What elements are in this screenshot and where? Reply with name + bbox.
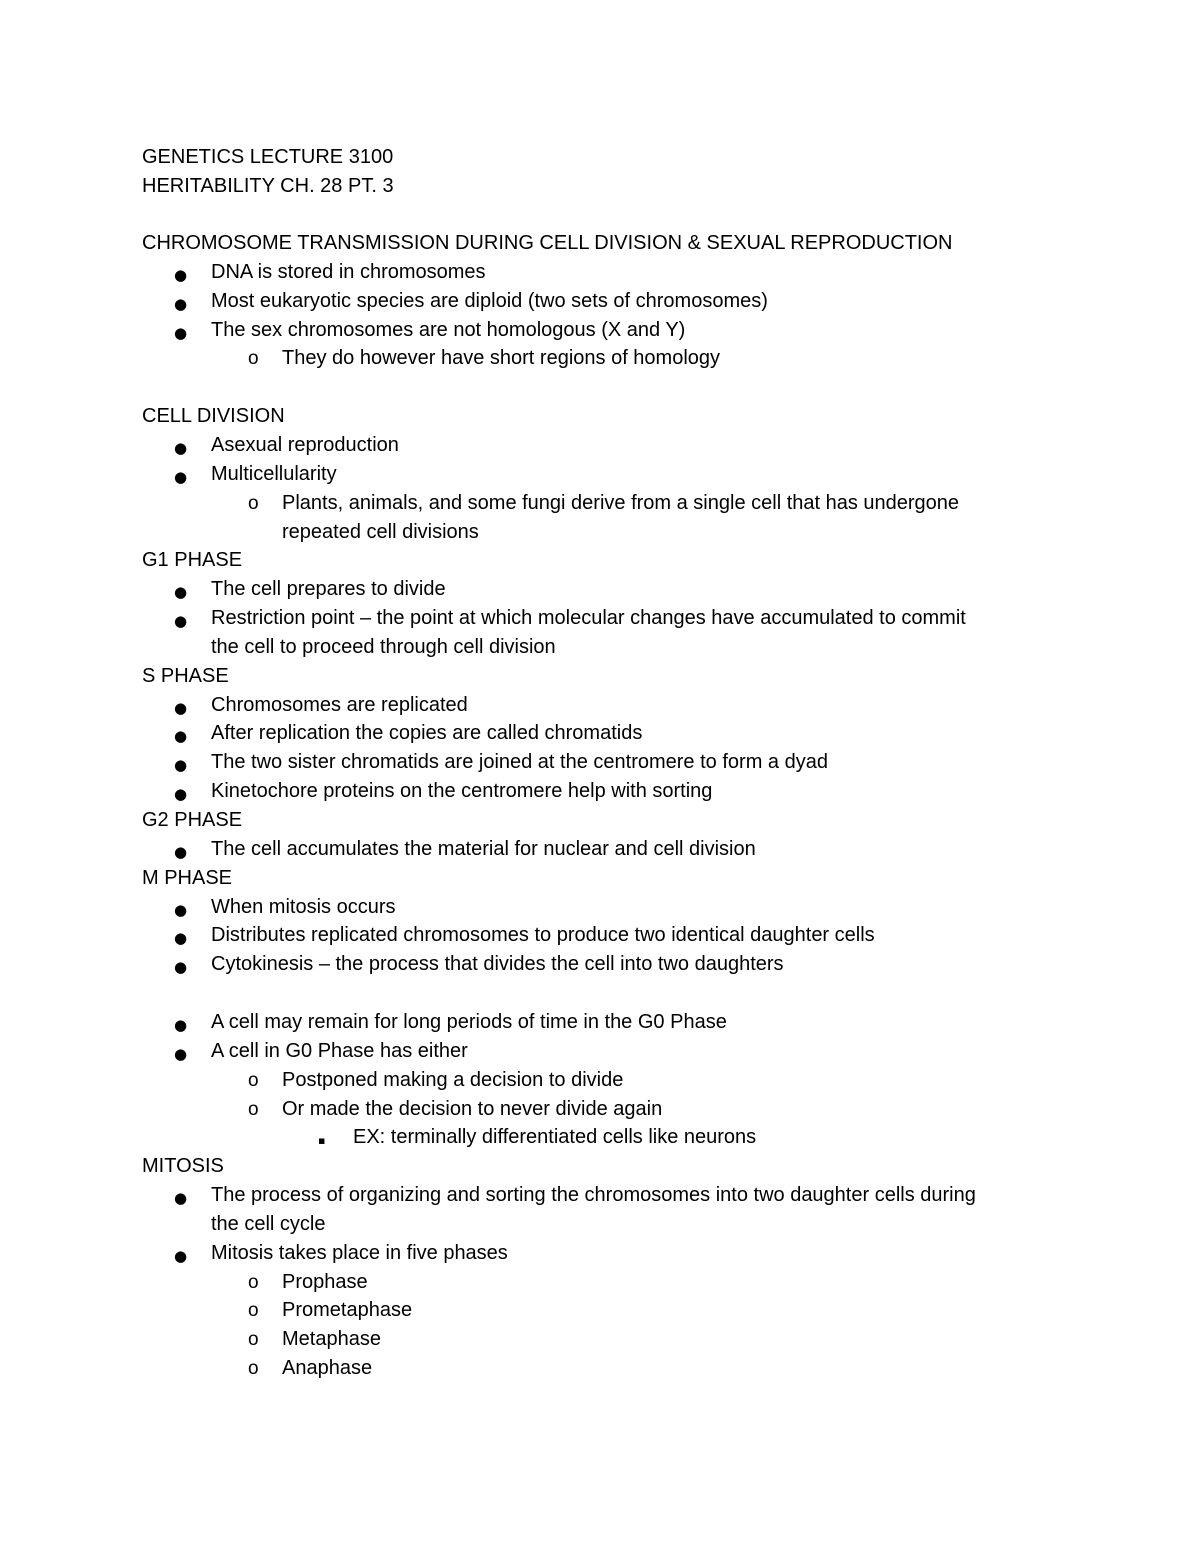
disc-bullet-marker: ● (174, 295, 188, 313)
list-item-text: Metaphase (282, 1328, 381, 1350)
circle-bullet-marker: o (248, 348, 259, 369)
list-item-text: The process of organizing and sorting the chromosomes into two daughter cells during (211, 1184, 976, 1206)
disc-bullet-marker: ● (174, 468, 188, 486)
list-item-text: The cell accumulates the material for nuclear and cell division (211, 838, 756, 860)
section-heading: CELL DIVISION (142, 405, 285, 427)
disc-bullet-marker: ● (174, 1045, 188, 1063)
disc-bullet-marker: ● (174, 1189, 188, 1207)
list-item-text: The sex chromosomes are not homologous (X and Y) (211, 319, 686, 341)
list-item-text: A cell may remain for long periods of time in the G0 Phase (211, 1011, 727, 1033)
list-item-text: Plants, animals, and some fungi derive from a single cell that has undergone (282, 492, 960, 514)
disc-bullet-marker: ● (174, 699, 188, 717)
section-heading: CHROMOSOME TRANSMISSION DURING CELL DIVISION & SEXUAL REPRODUCTION (142, 232, 953, 254)
circle-bullet-marker: o (248, 1358, 259, 1379)
section-heading: MITOSIS (142, 1155, 224, 1177)
disc-bullet-marker: ● (174, 612, 188, 630)
list-item-text: A cell in G0 Phase has either (211, 1040, 468, 1062)
square-bullet-marker: ▪ (318, 1134, 326, 1147)
list-item-text: The two sister chromatids are joined at the centromere to form a dyad (211, 751, 828, 773)
disc-bullet-marker: ● (174, 785, 188, 803)
list-item-text: Postponed making a decision to divide (282, 1069, 624, 1091)
disc-bullet-marker: ● (174, 901, 188, 919)
circle-bullet-marker: o (248, 1099, 259, 1120)
disc-bullet-marker: ● (174, 958, 188, 976)
list-item-text: Chromosomes are replicated (211, 694, 468, 716)
circle-bullet-marker: o (248, 1329, 259, 1350)
section-heading: G1 PHASE (142, 549, 243, 571)
disc-bullet-marker: ● (174, 929, 188, 947)
list-item-text: EX: terminally differentiated cells like neurons (353, 1126, 757, 1148)
section-heading: M PHASE (142, 867, 233, 889)
disc-bullet-marker: ● (174, 439, 188, 457)
list-item-text: repeated cell divisions (282, 521, 479, 543)
section-heading: G2 PHASE (142, 809, 243, 831)
list-item-text: Most eukaryotic species are diploid (two sets of chromosomes) (211, 290, 768, 312)
list-item-text: They do however have short regions of homology (282, 347, 721, 369)
section-heading: S PHASE (142, 665, 229, 687)
circle-bullet-marker: o (248, 1300, 259, 1321)
disc-bullet-marker: ● (174, 843, 188, 861)
list-item-text: Cytokinesis – the process that divides the cell into two daughters (211, 953, 784, 975)
list-item-text: the cell to proceed through cell division (211, 636, 556, 658)
disc-bullet-marker: ● (174, 1016, 188, 1034)
circle-bullet-marker: o (248, 1272, 259, 1293)
disc-bullet-marker: ● (174, 727, 188, 745)
document-subtitle: HERITABILITY CH. 28 PT. 3 (142, 175, 394, 197)
list-item-text: Or made the decision to never divide again (282, 1098, 663, 1120)
list-item-text: Prophase (282, 1271, 368, 1293)
circle-bullet-marker: o (248, 1070, 259, 1091)
list-item-text: the cell cycle (211, 1213, 326, 1235)
circle-bullet-marker: o (248, 493, 259, 514)
list-item-text: Anaphase (282, 1357, 373, 1379)
list-item-text: Asexual reproduction (211, 434, 399, 456)
list-item-text: Prometaphase (282, 1299, 413, 1321)
disc-bullet-marker: ● (174, 324, 188, 342)
list-item-text: Kinetochore proteins on the centromere help with sorting (211, 780, 713, 802)
list-item-text: Multicellularity (211, 463, 337, 485)
list-item-text: Restriction point – the point at which molecular changes have accumulated to commit (211, 607, 966, 629)
disc-bullet-marker: ● (174, 756, 188, 774)
disc-bullet-marker: ● (174, 583, 188, 601)
disc-bullet-marker: ● (174, 266, 188, 284)
list-item-text: DNA is stored in chromosomes (211, 261, 486, 283)
document-title: GENETICS LECTURE 3100 (142, 146, 394, 168)
list-item-text: The cell prepares to divide (211, 578, 446, 600)
list-item-text: After replication the copies are called chromatids (211, 722, 643, 744)
list-item-text: When mitosis occurs (211, 896, 396, 918)
list-item-text: Mitosis takes place in five phases (211, 1242, 508, 1264)
disc-bullet-marker: ● (174, 1247, 188, 1265)
list-item-text: Distributes replicated chromosomes to produce two identical daughter cells (211, 924, 875, 946)
